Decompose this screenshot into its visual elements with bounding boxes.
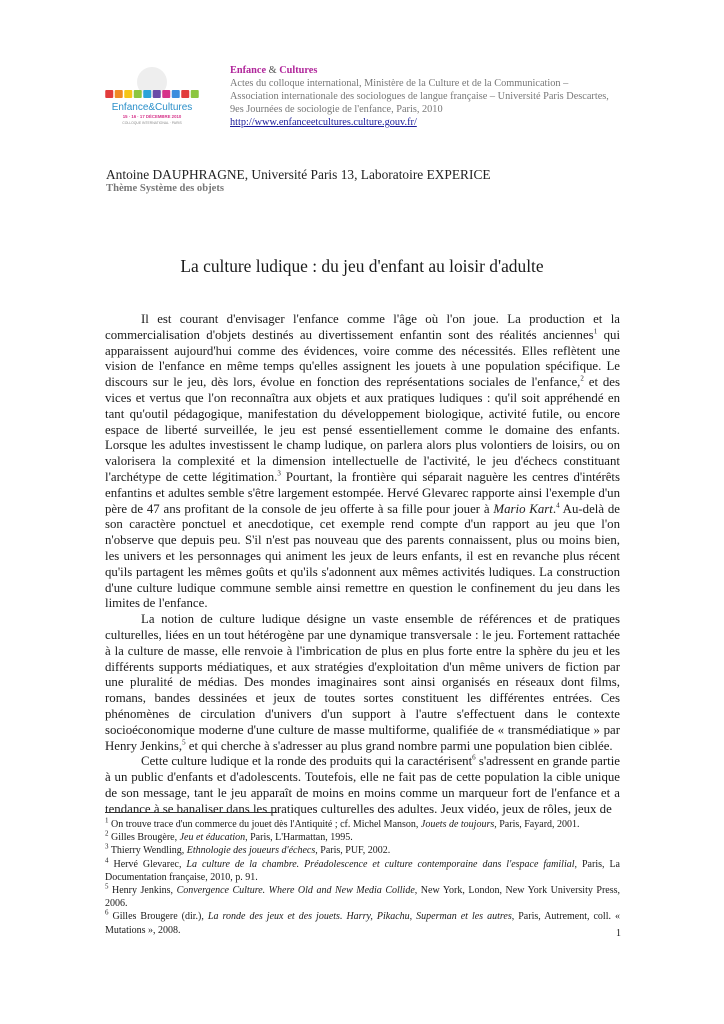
footnotes [105,818,620,937]
text-run: , Paris, Autrement, coll. « Mutations », 2008. [105,911,620,936]
logo-tile [124,90,132,98]
italic-title: Convergence Culture. Where Old and New Media Collide [176,885,415,897]
text-run: Il est courant d'envisager l'enfance comme l'âge où l'on joue. La production et la commercialisation d'objets destinés au divertissement enfantin sont des réalités anciennes [105,312,620,342]
author-line: Antoine DAUPHRAGNE, Université Paris 13, Laboratoire EXPERICE [106,167,491,182]
text-run: et qui cherche à s'adresser au plus grand nombre parmi une population bien ciblée. [185,738,613,753]
text-run: , Paris, L'Harmattan, 1995. [245,832,353,844]
paragraph-3 [105,754,620,817]
italic-title: La culture de la chambre. Préadolescence et culture contemporaine dans l'espace familial [186,858,575,870]
text-run: , Paris, Fayard, 2001. [494,819,580,830]
brand-enfance: Enfance [230,65,267,76]
italic-title: Jeu et éducation [179,832,246,844]
brand-ampersand: & [266,65,280,76]
article-body [105,312,620,818]
text-run: Au-delà de son caractère ponctuel et anecdotique, cet exemple rend compte d'un rapport au jeu que l'on n'observe que depuis peu. S'il n'est pas nouveau que des parents connaissent, plus ou moins bien, les univers et les personnages qui animent les jeux de leurs enfants, il est en revanche plus récent qu'ils partagent les mêmes goûts et qu'ils s'adonnent aux mêmes activités ludiques. La construction d'une culture ludique commune semble ainsi remettre en question le confinement du jeu dans les limites de l'enfance. [105,501,620,611]
theme-line: Thème Système des objets [106,183,224,194]
footnote-divider [105,812,277,813]
header-line-1: Actes du colloque international, Ministère de la Culture et de la Communication – [230,78,569,89]
header-text [230,64,650,129]
page-header [90,60,650,140]
footnote-number: 1 [105,816,109,825]
paragraph-1 [105,312,620,612]
logo-dates: 15 · 16 · 17 DÉCEMBRE 2010 [122,114,182,119]
enfance-cultures-logo [100,66,204,128]
italic-title: La ronde des jeux et des jouets. Harry, Pikachu, Superman et les autres [207,911,512,923]
logo-tile [105,90,113,98]
footnote-ref-6[interactable]: 6 [472,754,476,763]
logo-tile [153,90,161,98]
text-run: et des vices et vertus que l'on reconnaîtra aux objets et aux pratiques ludiques : qu'il soit appréhendé en tant qu'outil pédagogique, manifestation du développement biologique, activité futile, ou encore espace de liberté surveillée, le jeu est pensé essentiellement comme le domaine des enfants. Lorsque les adultes investissent le champ ludique, on parlera alors plus volontiers de loisirs, ou on valorisera la complexité et la dimension intellectuelle de l'activité, le jeu d'échecs constituant l'archétype de cette légitimation. [105,375,620,484]
logo-tile [143,90,151,98]
text-run: Hervé Glevarec, [108,858,187,870]
logo-tile [172,90,180,98]
text-run: Thierry Wendling, [108,845,187,857]
brand-line [230,64,650,77]
text-run: qui apparaissent aujourd'hui comme des évidences, voire comme des nécessités. Elles reflètent une vision de l'enfance en même temps qu'elles assignent les jouets à une population spécifique. Le discours sur le jeu, dès lors, évolue en fonction des représentations sociales de l'enfance, [105,327,621,390]
italic-title: Jouets de toujours [420,819,495,830]
logo-tile [134,90,142,98]
text-run: Pourtant, la frontière qui séparait naguère les centres d'intérêts enfantins et adultes semble s'être largement estompée. Hervé Glevarec rapporte ainsi l'exemple d'un père de 47 ans profitant de la console de jeu offerte à sa fille pour jouer à [105,469,620,516]
logo-tile [162,90,170,98]
footnote-6 [105,910,620,936]
footnote-4 [105,858,620,884]
footnote-3 [105,844,620,857]
article-title: La culture ludique : du jeu d'enfant au loisir d'adulte [180,256,544,276]
text-run: Gilles Brougere (dir.), [108,911,208,923]
footnote-ref-2[interactable]: 2 [580,374,584,383]
logo-tile [115,90,123,98]
footnote-ref-1[interactable]: 1 [593,327,598,336]
text-run: . [552,501,557,516]
footnote-1 [105,818,620,831]
header-line-2: Association internationale des sociologues de langue française – Université Paris Descartes, [230,91,609,102]
italic-title: Ethnologie des joueurs d'échecs [186,845,316,857]
text-run: , Paris, PUF, 2002. [315,845,391,857]
footnote-number: 6 [105,909,109,918]
paragraph-2 [105,612,620,754]
text-run: Gilles Brougère, [108,832,180,844]
logo-wordmark: Enfance&Cultures [111,102,193,113]
text-run: La notion de culture ludique désigne un vaste ensemble de références et de pratiques culturelles, liées en un tout hétérogène par une dynamique transversale : le jeu. Fortement rattachée à la culture de masse, elle renvoie à l'imbrication de plus en plus forte entre la sphère du jeu et les différents supports médiatiques, et aux stratégies d'exploitation d'un même univers de fiction par une pluralité de médias. Des mondes imaginaires sont ainsi organisés en réseaux dont films, romans, bandes dessinées et jeux de toutes sortes constituent les différentes entrées. Ces phénomènes de circulation d'univers d'un support à l'autre s'effectuent dans le contexte socioéconomique moderne d'une culture de masse multiforme, qualifiée de « transmédiatique » par Henry Jenkins, [105,612,620,753]
footnote-number: 2 [105,829,109,838]
text-run: s'adressent en grande partie à un public d'enfants et d'adolescents. Toutefois, elle ne fait pas de cette population la cible unique de son message, tant le jeu apparaît de moins en moins comme un marqueur fort de l'enfance et a tendance à se banaliser dans les pratiques culturelles des adultes. Jeux vidéo, jeux de rôles, jeux de [105,754,620,816]
footnote-number: 5 [105,882,109,891]
footnote-ref-4[interactable]: 4 [556,501,560,510]
text-run: Henry Jenkins, [108,885,177,897]
footnote-ref-5[interactable]: 5 [182,738,186,747]
logo-tile [181,90,189,98]
footnote-ref-3[interactable]: 3 [277,469,281,478]
header-line-3: 9es Journées de sociologie de l'enfance, Paris, 2010 [230,104,443,115]
page-number: 1 [616,928,621,939]
footnote-5 [105,884,620,910]
footnote-number: 4 [105,856,109,865]
header-url-link[interactable]: http://www.enfanceetcultures.culture.gouv.fr/ [230,117,417,128]
text-run: Cette culture ludique et la ronde des produits qui la caractérisent [141,754,473,769]
text-run: On trouve trace d'un commerce du jouet dès l'Antiquité ; cf. Michel Manson, [108,819,421,830]
text-run: , New York, London, New York University Press, 2006. [105,885,620,910]
footnote-2 [105,831,620,844]
footnote-number: 3 [105,843,109,852]
italic-title: Mario Kart [493,501,553,516]
text-run: , Paris, La Documentation française, 2010, p. 91. [105,858,620,883]
brand-cultures: Cultures [279,65,318,76]
logo-subtitle: COLLOQUE INTERNATIONAL · PARIS [122,121,182,125]
logo-tile [191,90,199,98]
